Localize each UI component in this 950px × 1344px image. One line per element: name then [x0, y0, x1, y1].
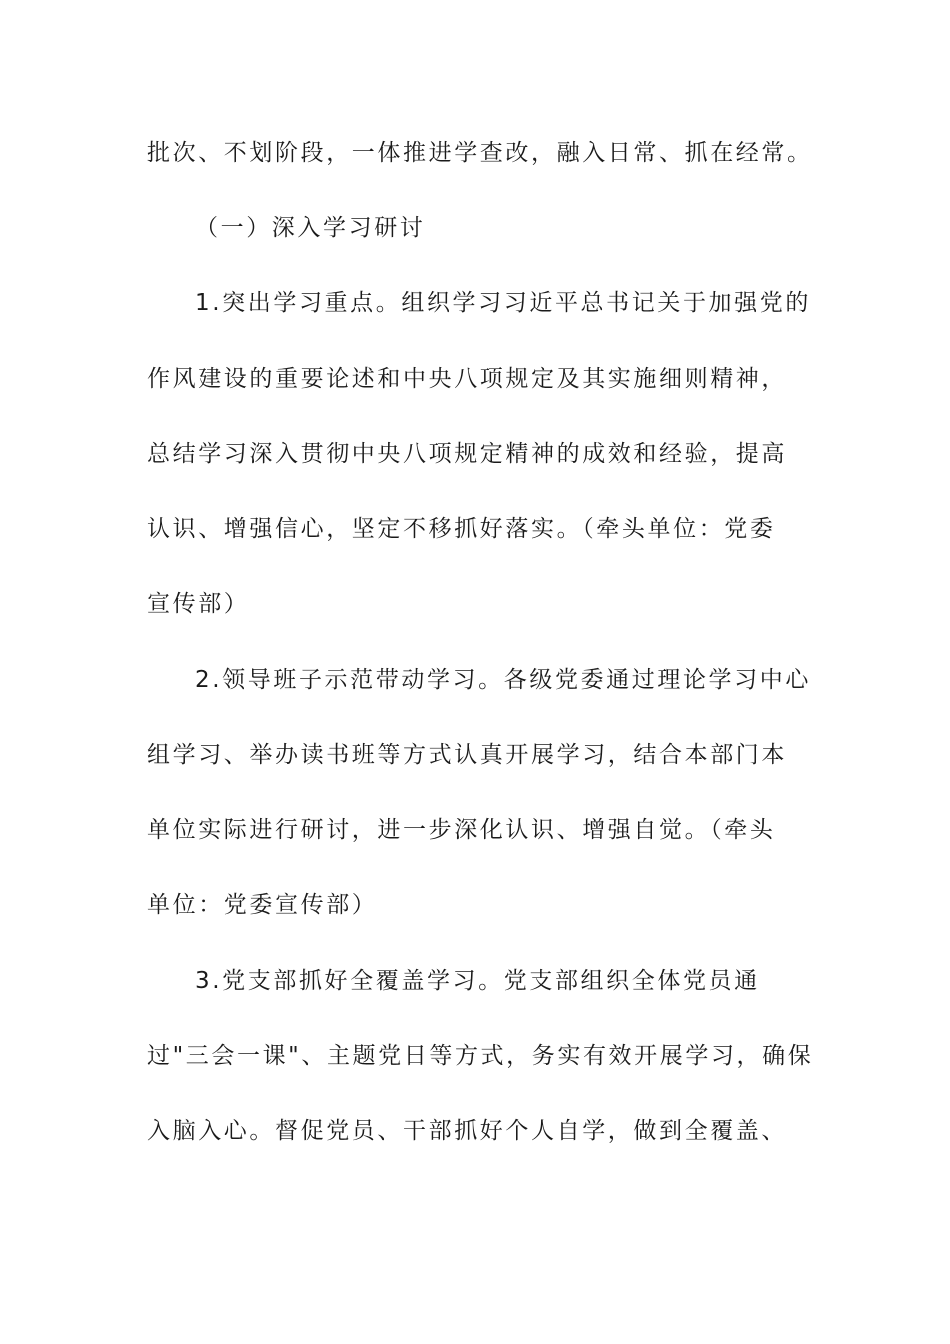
item-2-line-4: 单位：党委宣传部） — [147, 892, 378, 918]
item-2-line-3: 单位实际进行研讨，进一步深化认识、增强自觉。（牵头 — [147, 817, 776, 843]
item-3-line-2: 过"三会一课"、主题党日等方式，务实有效开展学习，确保 — [147, 1043, 814, 1069]
item-1-line-5: 宣传部） — [147, 591, 250, 617]
item-1-line-4: 认识、增强信心，坚定不移抓好落实。（牵头单位：党委 — [147, 516, 776, 542]
item-1-line-3: 总结学习深入贯彻中央八项规定精神的成效和经验，提高 — [147, 441, 787, 467]
item-2-line-1: 2.领导班子示范带动学习。各级党委通过理论学习中心 — [195, 667, 811, 693]
section-heading: （一）深入学习研讨 — [195, 215, 426, 241]
item-1-line-2: 作风建设的重要论述和中央八项规定及其实施细则精神， — [147, 366, 787, 392]
item-2-line-2: 组学习、举办读书班等方式认真开展学习，结合本部门本 — [147, 742, 787, 768]
text-line-1: 批次、不划阶段，一体推进学查改，融入日常、抓在经常。 — [147, 140, 813, 166]
item-3-line-1: 3.党支部抓好全覆盖学习。党支部组织全体党员通 — [195, 968, 760, 994]
item-3-line-3: 入脑入心。督促党员、干部抓好个人自学，做到全覆盖、 — [147, 1118, 787, 1144]
item-1-line-1: 1.突出学习重点。组织学习习近平总书记关于加强党的 — [195, 290, 811, 316]
